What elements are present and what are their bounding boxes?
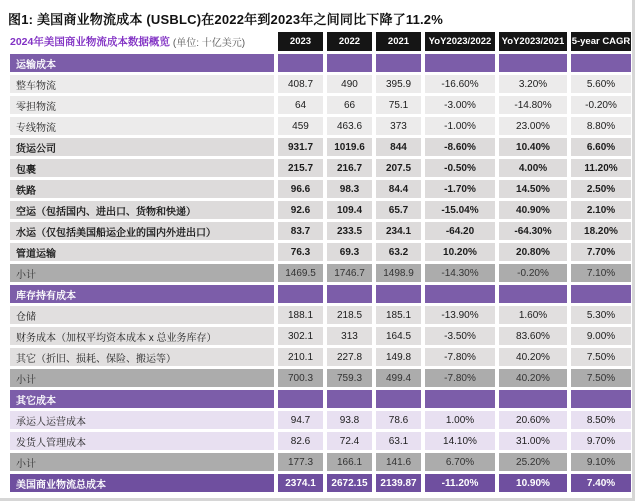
table-caption-cell [10,32,274,51]
cell-value [327,285,372,303]
cell-value: 98.3 [327,180,372,198]
cell-value: 94.7 [278,411,323,429]
cell-value: 164.5 [376,327,421,345]
cell-value: 759.3 [327,369,372,387]
cell-value: -11.20% [425,474,495,492]
cell-value: 2.50% [571,180,631,198]
cell-value: 463.6 [327,117,372,135]
cost-table-header [10,32,631,51]
cell-value: 2139.87 [376,474,421,492]
cell-value: 149.8 [376,348,421,366]
cell-value: 8.80% [571,117,631,135]
cell-value: 218.5 [327,306,372,324]
row-label: 承运人运营成本 [10,411,274,429]
cell-value: -1.70% [425,180,495,198]
row-label: 零担物流 [10,96,274,114]
cell-value: 499.4 [376,369,421,387]
row-label: 专线物流 [10,117,274,135]
row-label: 货运公司 [10,138,274,156]
row-label: 整车物流 [10,75,274,93]
cell-value: 18.20% [571,222,631,240]
cell-value: 14.50% [499,180,567,198]
cell-value: 459 [278,117,323,135]
cell-value: 9.10% [571,453,631,471]
cell-value: 1498.9 [376,264,421,282]
row-label: 包裹 [10,159,274,177]
column-header-2022: 2022 [327,32,372,51]
cell-value [376,390,421,408]
figure-title: 图1: 美国商业物流成本 (USBLC)在2022年到2023年之间同比下降了11.2% [8,12,444,27]
cell-value: -8.60% [425,138,495,156]
cell-value [327,390,372,408]
row-label: 铁路 [10,180,274,198]
row-label: 其它（折旧、损耗、保险、搬运等） [10,348,274,366]
cell-value [571,285,631,303]
cell-value: 31.00% [499,432,567,450]
cell-value: 69.3 [327,243,372,261]
cell-value: -16.60% [425,75,495,93]
cell-value: -14.30% [425,264,495,282]
cell-value: 84.4 [376,180,421,198]
row-label: 水运（仅包括美国船运企业的国内外进出口） [10,222,274,240]
cell-value: 7.70% [571,243,631,261]
cell-value [278,54,323,72]
cell-value: 92.6 [278,201,323,219]
cell-value: 3.20% [499,75,567,93]
cell-value: 83.60% [499,327,567,345]
cell-value: 8.50% [571,411,631,429]
cell-value: 96.6 [278,180,323,198]
cell-value: -15.04% [425,201,495,219]
cell-value: 23.00% [499,117,567,135]
cell-value: 83.7 [278,222,323,240]
cost-table [10,32,631,492]
section-row-label: 运输成本 [10,54,274,72]
cell-value: 210.1 [278,348,323,366]
row-label: 财务成本（加权平均资本成本 x 总业务库存） [10,327,274,345]
cell-value: 20.80% [499,243,567,261]
cell-value: 63.1 [376,432,421,450]
cell-value: -64.30% [499,222,567,240]
cell-value: 10.90% [499,474,567,492]
cell-value: -7.80% [425,348,495,366]
cell-value: 4.00% [499,159,567,177]
cell-value [425,390,495,408]
cell-value: 2.10% [571,201,631,219]
cost-table-body [10,54,631,492]
cell-value: 166.1 [327,453,372,471]
cell-value: 65.7 [376,201,421,219]
cell-value: 63.2 [376,243,421,261]
cell-value: 25.20% [499,453,567,471]
cell-value: 844 [376,138,421,156]
cell-value: 40.20% [499,348,567,366]
cell-value: 207.5 [376,159,421,177]
cell-value: 5.30% [571,306,631,324]
cell-value: 14.10% [425,432,495,450]
cell-value [376,54,421,72]
cell-value: 2672.15 [327,474,372,492]
cell-value: -1.00% [425,117,495,135]
column-header-2021: 2021 [376,32,421,51]
column-header-5-year-cagr: 5-year CAGR [571,32,631,51]
row-label: 仓储 [10,306,274,324]
cell-value: 40.90% [499,201,567,219]
cell-value: 700.3 [278,369,323,387]
cell-value: 82.6 [278,432,323,450]
cell-value: 177.3 [278,453,323,471]
cell-value: -0.20% [499,264,567,282]
cell-value: 7.50% [571,369,631,387]
cell-value: 5.60% [571,75,631,93]
cell-value: 75.1 [376,96,421,114]
cell-value: 9.70% [571,432,631,450]
cell-value [571,54,631,72]
cell-value: 313 [327,327,372,345]
cell-value [499,285,567,303]
column-header-2023: 2023 [278,32,323,51]
row-label: 小计 [10,453,274,471]
cell-value: 109.4 [327,201,372,219]
cell-value: 185.1 [376,306,421,324]
cell-value: 64 [278,96,323,114]
table-unit-label: (单位: 十亿美元) [172,38,246,49]
cell-value: 7.50% [571,348,631,366]
cell-value: 931.7 [278,138,323,156]
section-row-label: 其它成本 [10,390,274,408]
cell-value: 373 [376,117,421,135]
cell-value: 302.1 [278,327,323,345]
cell-value: 76.3 [278,243,323,261]
row-label: 空运（包括国内、进出口、货物和快递） [10,201,274,219]
cell-value: -14.80% [499,96,567,114]
cell-value [425,54,495,72]
cell-value: 78.6 [376,411,421,429]
cell-value: 11.20% [571,159,631,177]
cell-value: 7.40% [571,474,631,492]
cell-value: 215.7 [278,159,323,177]
cell-value: 234.1 [376,222,421,240]
cell-value: -3.00% [425,96,495,114]
cell-value: 10.20% [425,243,495,261]
cell-value [278,390,323,408]
cell-value: 141.6 [376,453,421,471]
cell-value: 233.5 [327,222,372,240]
cell-value: -3.50% [425,327,495,345]
row-label: 小计 [10,369,274,387]
cell-value: 9.00% [571,327,631,345]
cell-value: -64.20 [425,222,495,240]
cell-value: 395.9 [376,75,421,93]
row-label: 管道运输 [10,243,274,261]
cell-value: 188.1 [278,306,323,324]
cell-value: 7.10% [571,264,631,282]
cell-value: 72.4 [327,432,372,450]
column-header-yoy-2023-2021: YoY2023/2021 [499,32,567,51]
table-overview-label: 2024年美国商业物流成本数据概览 [10,36,170,48]
cell-value: 1746.7 [327,264,372,282]
cell-value: 1.00% [425,411,495,429]
cell-value [278,285,323,303]
cell-value: -0.50% [425,159,495,177]
cell-value: 1019.6 [327,138,372,156]
cell-value: 20.60% [499,411,567,429]
row-label: 小计 [10,264,274,282]
cell-value: -7.80% [425,369,495,387]
cell-value: 490 [327,75,372,93]
section-row-label: 库存持有成本 [10,285,274,303]
cell-value: 6.60% [571,138,631,156]
cell-value: 2374.1 [278,474,323,492]
column-header-yoy-2023-2022: YoY2023/2022 [425,32,495,51]
cell-value: 10.40% [499,138,567,156]
row-label: 发货人管理成本 [10,432,274,450]
row-label: 美国商业物流总成本 [10,474,274,492]
cell-value: -13.90% [425,306,495,324]
cell-value: 1469.5 [278,264,323,282]
cell-value [499,390,567,408]
cell-value [425,285,495,303]
cell-value: 93.8 [327,411,372,429]
cell-value: 216.7 [327,159,372,177]
cell-value: 6.70% [425,453,495,471]
cell-value [571,390,631,408]
cell-value: -0.20% [571,96,631,114]
cell-value: 408.7 [278,75,323,93]
cell-value: 227.8 [327,348,372,366]
cell-value: 40.20% [499,369,567,387]
cell-value [499,54,567,72]
cell-value: 66 [327,96,372,114]
cell-value [327,54,372,72]
cell-value: 1.60% [499,306,567,324]
cell-value [376,285,421,303]
